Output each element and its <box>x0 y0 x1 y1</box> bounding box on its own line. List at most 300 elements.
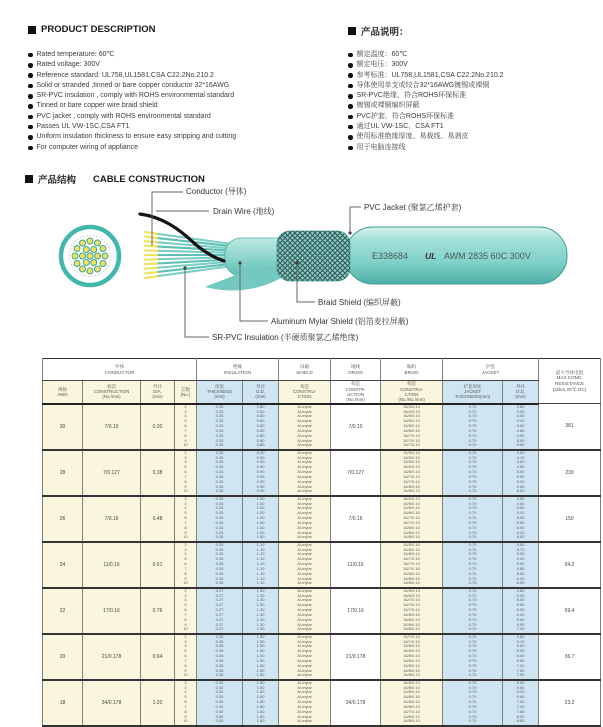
bullet-icon <box>28 94 33 99</box>
stack-line: 0.30 <box>216 710 224 715</box>
stack-line: 4.40 <box>517 419 525 424</box>
bullet-icon <box>348 135 353 140</box>
stack-line: 0.90 <box>257 489 265 494</box>
cell-cores <box>175 634 197 680</box>
stack-line: 0.90 <box>257 465 265 470</box>
bullet-icon <box>28 73 33 78</box>
stack-line: 1.10 <box>257 543 265 548</box>
stack-line: 1.30 <box>257 589 265 594</box>
stack-line: 0.90 <box>257 456 265 461</box>
stack-line: 0.70 <box>469 613 477 618</box>
stack-line: 0.70 <box>469 502 477 507</box>
stack-line: 0.25 <box>216 434 224 439</box>
stack-line: Al-mylar <box>297 511 312 516</box>
stack-line: 5.50 <box>517 644 525 649</box>
stack-line: Al-mylar <box>297 673 312 678</box>
stack-line: 0.25 <box>216 419 224 424</box>
stack-line: 0.70 <box>469 516 477 521</box>
pvc-jacket-label: PVC Jacket (聚氯乙烯护套) <box>364 202 461 213</box>
stack-line: 0.70 <box>469 456 477 461</box>
strand-dot <box>87 253 93 259</box>
stack-line: 16/4/0.10 <box>403 410 420 415</box>
stack-line: Al-mylar <box>297 405 312 410</box>
cell-awg: 18 <box>43 680 83 726</box>
stack-line: 16/8/0.10 <box>403 681 420 686</box>
stack-line: 0.90 <box>257 485 265 490</box>
stack-line: 7 <box>184 567 186 572</box>
cell-construction: 34/0.178 <box>83 680 141 726</box>
stack-line: 10 <box>183 443 187 448</box>
stack-line: 0.70 <box>469 654 477 659</box>
bullet-text: SR-PVC insulation , comply with ROHS environmental standard <box>37 91 235 101</box>
stack-line: 16/5/0.10 <box>403 456 420 461</box>
stack-line: 4.50 <box>517 497 525 502</box>
stack-line: 4.00 <box>517 451 525 456</box>
stack-line: 0.26 <box>216 581 224 586</box>
stack-line: 2 <box>184 497 186 502</box>
stack-line: 0.70 <box>469 644 477 649</box>
bullet-text: For computer wiring of appliance <box>37 143 139 153</box>
stack-line: Al-mylar <box>297 489 312 494</box>
stack-line: 4.10 <box>517 456 525 461</box>
stack-line: 6 <box>184 700 186 705</box>
stack-line: 0.90 <box>257 460 265 465</box>
stack-line: 16/7/0.10 <box>403 598 420 603</box>
stack-line: 0.28 <box>216 644 224 649</box>
stack-line: 16/6/0.10 <box>403 424 420 429</box>
stack-line: 0.70 <box>469 664 477 669</box>
stack-line: 1.30 <box>257 623 265 628</box>
cell-jacket-od <box>503 404 539 450</box>
stack-line: 6.50 <box>517 581 525 586</box>
cell-jacket-od <box>503 542 539 588</box>
bullet-item <box>28 50 343 60</box>
stack-line: 0.70 <box>469 443 477 448</box>
bullet-icon <box>28 84 33 89</box>
stack-line: 0.26 <box>216 516 224 521</box>
stack-line: Al-mylar <box>297 475 312 480</box>
stack-line: 1.10 <box>257 562 265 567</box>
stack-line: 0.26 <box>216 548 224 553</box>
stack-line: 8.50 <box>517 719 525 724</box>
stack-line: 1.10 <box>257 577 265 582</box>
subheader-col-1: 构造 CONSTRUCTION (No./mm) <box>83 381 141 404</box>
cell-construction: 21/0.178 <box>83 634 141 680</box>
cell-shield <box>279 680 331 726</box>
stack-line: Al-mylar <box>297 690 312 695</box>
stack-line: 1.80 <box>257 690 265 695</box>
stack-line: 4 <box>184 506 186 511</box>
conductor-label: Conductor (导体) <box>186 186 246 197</box>
cell-resistance: 239 <box>539 450 601 496</box>
stack-line: 16/5/0.10 <box>403 451 420 456</box>
stack-line: Al-mylar <box>297 497 312 502</box>
stack-line: Al-mylar <box>297 557 312 562</box>
bullet-item <box>348 122 596 132</box>
stack-line: 16/5/0.10 <box>403 543 420 548</box>
cell-resistance: 94.2 <box>539 542 601 588</box>
cell-ins-thickness <box>197 450 243 496</box>
stack-line: 5.50 <box>517 562 525 567</box>
stack-line: 5.60 <box>517 521 525 526</box>
stack-line: 0.80 <box>257 429 265 434</box>
stack-line: 1.10 <box>257 557 265 562</box>
stack-line: 16/6/0.10 <box>403 502 420 507</box>
group-header-conductor: 导体 CONDUCTOR <box>43 359 197 381</box>
cell-ins-od <box>243 588 279 634</box>
stack-line: Al-mylar <box>297 603 312 608</box>
stack-line: 0.70 <box>469 526 477 531</box>
cell-jacket-thickness <box>443 404 503 450</box>
stack-line: 7 <box>184 705 186 710</box>
spec-row-awg-18 <box>43 680 601 726</box>
stack-line: 8 <box>184 618 186 623</box>
stack-line: 5 <box>184 419 186 424</box>
stack-line: 10 <box>183 535 187 540</box>
stack-line: 0.26 <box>216 475 224 480</box>
stack-line: 2 <box>184 635 186 640</box>
title-en: CABLE CONSTRUCTION <box>93 174 205 185</box>
stack-line: 0.70 <box>469 686 477 691</box>
stack-line: 0.70 <box>469 594 477 599</box>
stack-line: 2 <box>184 543 186 548</box>
stack-line: 0.70 <box>469 681 477 686</box>
stack-line: 0.90 <box>257 451 265 456</box>
stack-line: 16/8/0.10 <box>403 700 420 705</box>
stack-line: 0.25 <box>216 443 224 448</box>
stack-line: 0.28 <box>216 664 224 669</box>
stack-line: 0.80 <box>257 405 265 410</box>
stack-line: 0.70 <box>469 557 477 562</box>
stack-line: 5.90 <box>517 649 525 654</box>
stack-line: 1.10 <box>257 548 265 553</box>
subheader-col-0: 规格 AWG <box>43 381 83 404</box>
stack-line: 16/6/0.10 <box>403 594 420 599</box>
stack-line: 16/8/0.10 <box>403 489 420 494</box>
stack-line: 0.27 <box>216 613 224 618</box>
bullet-item <box>348 50 596 60</box>
stack-line: 0.26 <box>216 577 224 582</box>
stack-line: 0.70 <box>469 424 477 429</box>
stack-line: 0.70 <box>469 485 477 490</box>
stack-line: 0.30 <box>216 686 224 691</box>
stack-line: 0.25 <box>216 439 224 444</box>
stack-line: 4.80 <box>517 589 525 594</box>
stack-line: 7.90 <box>517 673 525 678</box>
stack-line: 8 <box>184 572 186 577</box>
stack-line: 10 <box>183 719 187 724</box>
stack-line: 0.70 <box>469 690 477 695</box>
stack-line: 5.60 <box>517 603 525 608</box>
cell-braid <box>381 496 443 542</box>
stack-line: Al-mylar <box>297 635 312 640</box>
bullet-text: Passes UL VW-1SC,CSA FT1 <box>37 122 130 132</box>
cell-cores <box>175 404 197 450</box>
stack-line: Al-mylar <box>297 686 312 691</box>
stack-line: 5.50 <box>517 681 525 686</box>
stack-line: 1.00 <box>257 521 265 526</box>
stack-line: Al-mylar <box>297 613 312 618</box>
stack-line: 4 <box>184 460 186 465</box>
stack-line: 0.70 <box>469 618 477 623</box>
stack-line: 16/6/0.10 <box>403 589 420 594</box>
stack-line: 4 <box>184 644 186 649</box>
strand-dot <box>102 253 108 259</box>
stack-line: 7.60 <box>517 710 525 715</box>
stack-line: 8 <box>184 526 186 531</box>
bullet-icon <box>28 135 33 140</box>
stack-line: Al-mylar <box>297 506 312 511</box>
stack-line: 1.00 <box>257 516 265 521</box>
group-header-braid: 编织 BRAID <box>381 359 443 381</box>
stack-line: 0.25 <box>216 410 224 415</box>
stack-line: 1.50 <box>257 664 265 669</box>
stack-line: 6.00 <box>517 526 525 531</box>
stack-line: 0.25 <box>216 414 224 419</box>
stack-line: 16/6/0.10 <box>403 465 420 470</box>
stack-line: 0.70 <box>469 465 477 470</box>
stack-line: 0.70 <box>469 405 477 410</box>
stack-line: Al-mylar <box>297 649 312 654</box>
stack-line: 1.80 <box>257 705 265 710</box>
cell-dia: 0.76 <box>141 588 175 634</box>
cell-cores <box>175 496 197 542</box>
cell-ins-thickness <box>197 496 243 542</box>
stack-line: 1.80 <box>257 715 265 720</box>
stack-line: Al-mylar <box>297 589 312 594</box>
cell-ins-thickness <box>197 542 243 588</box>
bullet-item <box>28 71 343 81</box>
bullet-text: 通过UL VW-1SC、CSA FT1 <box>357 122 444 132</box>
stack-line: 8.00 <box>517 715 525 720</box>
cell-jacket-od <box>503 680 539 726</box>
stack-line: 6.60 <box>517 695 525 700</box>
stack-line: 1.50 <box>257 649 265 654</box>
stack-line: 5.00 <box>517 475 525 480</box>
cell-dia: 0.61 <box>141 542 175 588</box>
stack-line: 0.70 <box>469 531 477 536</box>
stack-line: 5 <box>184 695 186 700</box>
stack-line: 0.70 <box>469 451 477 456</box>
spec-table-head <box>43 359 601 404</box>
bullet-text: Rated temperature: 60℃ <box>37 50 115 60</box>
stack-line: 8 <box>184 710 186 715</box>
stack-line: 16/7/0.10 <box>403 603 420 608</box>
group-header-insulation: 绝缘 INSULATION <box>197 359 279 381</box>
stack-line: 3.80 <box>517 405 525 410</box>
stack-line: 0.27 <box>216 594 224 599</box>
bullet-text: 额定电压：300V <box>357 60 408 70</box>
bullet-text: Reference standard: UL758,UL1581,CSA C22.2No.210.2 <box>37 71 214 81</box>
cell-shield <box>279 588 331 634</box>
bullet-item <box>28 122 343 132</box>
stack-line: Al-mylar <box>297 419 312 424</box>
bullet-icon <box>348 115 353 120</box>
stack-line: 16/8/0.10 <box>403 623 420 628</box>
strand-tip <box>145 264 157 265</box>
stack-line: 16/8/0.10 <box>403 618 420 623</box>
stack-line: 0.26 <box>216 465 224 470</box>
bullet-item <box>28 132 343 142</box>
strand-dot <box>91 247 97 253</box>
stack-line: 0.28 <box>216 635 224 640</box>
stack-line: Al-mylar <box>297 623 312 628</box>
stack-line: 0.70 <box>469 543 477 548</box>
stack-line: Al-mylar <box>297 470 312 475</box>
stack-line: 7 <box>184 613 186 618</box>
stack-line: 0.80 <box>257 443 265 448</box>
stack-line: 0.28 <box>216 659 224 664</box>
cell-resistance: 59.4 <box>539 588 601 634</box>
stack-line: 1.30 <box>257 627 265 632</box>
cell-ins-od <box>243 634 279 680</box>
stack-line: 0.26 <box>216 526 224 531</box>
cell-jacket-od <box>503 588 539 634</box>
stack-line: Al-mylar <box>297 526 312 531</box>
group-header-jacket: 护套 JACKET <box>443 359 539 381</box>
cell-braid <box>381 588 443 634</box>
bullet-text: 镀锡或裸铜编织屏蔽 <box>357 101 420 111</box>
stack-line: 2 <box>184 681 186 686</box>
stack-line: 0.26 <box>216 535 224 540</box>
stack-line: 0.26 <box>216 543 224 548</box>
cell-drain: 7/0.16 <box>331 496 381 542</box>
stack-line: 0.90 <box>257 470 265 475</box>
stack-line: 6.40 <box>517 654 525 659</box>
stack-line: 1.80 <box>257 686 265 691</box>
stack-line: 0.70 <box>469 470 477 475</box>
bullet-item <box>28 112 343 122</box>
stack-line: 0.25 <box>216 429 224 434</box>
stack-line: Al-mylar <box>297 627 312 632</box>
stack-line: 1.50 <box>257 659 265 664</box>
cell-braid <box>381 450 443 496</box>
stack-line: 0.30 <box>216 681 224 686</box>
desc-en-list <box>28 50 343 153</box>
stack-line: 16/7/0.10 <box>403 562 420 567</box>
stack-line: 1.30 <box>257 613 265 618</box>
strand-dot <box>74 261 80 267</box>
subheader-col-9: 护套厚度 JACKET THICKNESS(mm) <box>443 381 503 404</box>
stack-line: 0.70 <box>469 434 477 439</box>
stack-line: 1.00 <box>257 502 265 507</box>
stack-line: Al-mylar <box>297 410 312 415</box>
stack-line: 0.28 <box>216 654 224 659</box>
cell-braid <box>381 680 443 726</box>
bullet-item <box>348 71 596 81</box>
stack-line: 0.26 <box>216 485 224 490</box>
cell-shield <box>279 450 331 496</box>
stack-line: 0.70 <box>469 460 477 465</box>
strand-dot <box>100 261 106 267</box>
stack-line: 4.60 <box>517 502 525 507</box>
stack-line: 4.50 <box>517 460 525 465</box>
stack-line: 0.70 <box>469 410 477 415</box>
stack-line: Al-mylar <box>297 531 312 536</box>
stack-line: 2 <box>184 589 186 594</box>
stack-line: 0.26 <box>216 572 224 577</box>
title-cn: 产品结构 <box>38 172 76 186</box>
bullet-text: SR-PVC绝缘，符合ROHS环保标准 <box>357 91 467 101</box>
stack-line: 6.30 <box>517 577 525 582</box>
stack-line: 4 <box>184 552 186 557</box>
cell-jacket-thickness <box>443 450 503 496</box>
stack-line: 0.26 <box>216 456 224 461</box>
bullet-icon <box>348 53 353 58</box>
subheader-col-6: 构造 CONSTRU- CTION <box>279 381 331 404</box>
stack-line: 0.30 <box>216 695 224 700</box>
bullet-text: PVC jacket , comply with ROHS environmental standard <box>37 112 211 122</box>
stack-line: 0.70 <box>469 572 477 577</box>
bullet-text: Rated voltage: 300V <box>37 60 100 70</box>
stack-line: 1.80 <box>257 719 265 724</box>
cell-dia: 0.94 <box>141 634 175 680</box>
stack-line: Al-mylar <box>297 640 312 645</box>
cell-drain: 7/0.10 <box>331 404 381 450</box>
braid-section <box>277 231 350 281</box>
stack-line: 0.26 <box>216 480 224 485</box>
stack-line: 0.26 <box>216 552 224 557</box>
stack-line: 1.30 <box>257 608 265 613</box>
bullet-item <box>348 143 596 153</box>
cell-shield <box>279 496 331 542</box>
stack-line: 1.80 <box>257 710 265 715</box>
stack-line: 0.90 <box>257 480 265 485</box>
stack-line: 16/8/0.10 <box>403 535 420 540</box>
stack-line: Al-mylar <box>297 516 312 521</box>
stack-line: 3 <box>184 548 186 553</box>
stack-line: 0.26 <box>216 460 224 465</box>
spec-row-awg-30 <box>43 404 601 450</box>
stack-line: 1.50 <box>257 654 265 659</box>
stack-line: 4.30 <box>517 414 525 419</box>
stack-line: 5.00 <box>517 594 525 599</box>
product-description-title-cn <box>348 24 409 38</box>
spec-row-awg-26 <box>43 496 601 542</box>
cell-awg: 26 <box>43 496 83 542</box>
stack-line: 0.70 <box>469 635 477 640</box>
bullet-icon <box>348 146 353 151</box>
stack-line: 16/8/0.10 <box>403 719 420 724</box>
strand-dot <box>83 247 89 253</box>
bullet-item <box>28 91 343 101</box>
cell-shield <box>279 404 331 450</box>
stack-line: 0.26 <box>216 557 224 562</box>
bullet-icon <box>28 125 33 130</box>
stack-line: Al-mylar <box>297 572 312 577</box>
stack-line: 1.80 <box>257 695 265 700</box>
stack-line: 1.30 <box>257 603 265 608</box>
stack-line: 16/8/0.10 <box>403 705 420 710</box>
spec-row-awg-22 <box>43 588 601 634</box>
stack-line: 0.26 <box>216 489 224 494</box>
stack-line: 5.00 <box>517 439 525 444</box>
stack-line: 4.60 <box>517 465 525 470</box>
stack-line: 1.30 <box>257 618 265 623</box>
stack-line: 16/5/0.10 <box>403 419 420 424</box>
stack-line: 16/8/0.10 <box>403 686 420 691</box>
stack-line: 7.00 <box>517 700 525 705</box>
strand-tip <box>145 232 157 234</box>
stack-line: 16/7/0.10 <box>403 608 420 613</box>
stack-line: 7 <box>184 475 186 480</box>
stack-line: 16/5/0.10 <box>403 460 420 465</box>
stack-line: 5.00 <box>517 552 525 557</box>
stack-line: 2 <box>184 405 186 410</box>
stack-line: 16/8/0.10 <box>403 673 420 678</box>
stack-line: 1.30 <box>257 594 265 599</box>
stack-line: 0.27 <box>216 623 224 628</box>
